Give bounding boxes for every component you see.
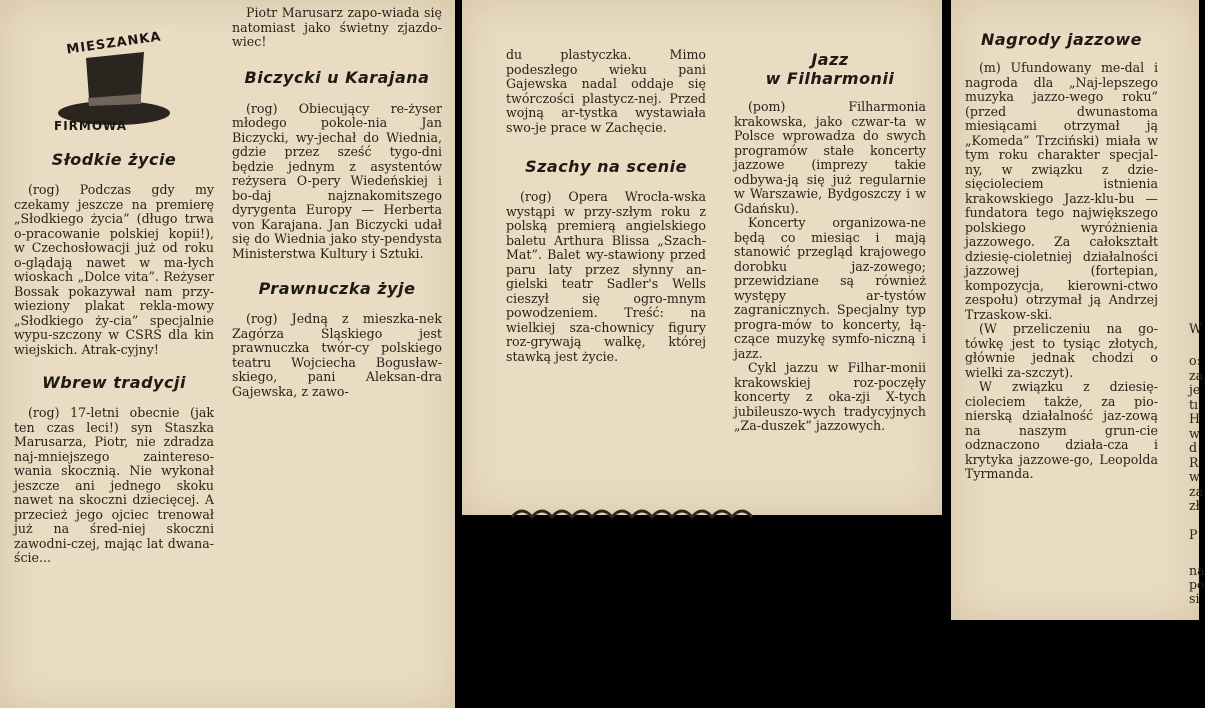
article-paragraph: (W przeliczeniu na go-tówkę jest to tysiąc złotych, głównie jednak chodzi o wielki za-szczyt).: [965, 321, 1158, 380]
edge-letter: w: [1189, 469, 1200, 484]
article-paragraph: (rog) Opera Wrocła-wska wystąpi w przy-szłym roku z polską premierą angielskiego baletu Arthura Blissa „Szach-Mat”. Balet wy-stawiony przed paru laty przez słynny an-gielski teatr Sadler's Wells cieszył się ogro-mnym powodzeniem. Treść: na wielkiej sza-chownicy figury roz-grywają walkę, której stawką jest życie.: [506, 189, 706, 364]
article-paragraph: (rog) Jedną z mieszka-nek Zagórza Śląskiego jest prawnuczka twór-cy polskiego teatru Wojciecha Bogusław-skiego, pani Aleksan-dra Gajewska, z zawo-: [232, 311, 442, 399]
article-paragraph: Piotr Marusarz zapo-wiada się natomiast jako świetny zjazdo-wiec!: [232, 5, 442, 49]
edge-letter: zł: [1189, 498, 1200, 513]
article-title-slodkie-zycie: Słodkie życie: [51, 150, 177, 169]
edge-letter: P: [1189, 527, 1198, 542]
article-title-biczycki: Biczycki u Karajana: [244, 67, 430, 87]
article-title-prawnuczka: Prawnuczka żyje: [258, 279, 416, 298]
logo-top-text: MIESZANKA: [54, 28, 175, 60]
article-paragraph: (pom) Filharmonia krakowska, jako czwar-ta w Polsce wprowadza do swych programów stałe koncerty jazzowe (imprezy takie odbywa-ją się już regularnie w Warszawie, Bydgoszczy i w Gdańsku).: [734, 99, 926, 216]
decorative-wave-border: [512, 505, 752, 519]
edge-letter: W: [1189, 321, 1202, 336]
left-column-1: [14, 150, 214, 566]
edge-letter: o:: [1189, 353, 1201, 368]
article-title-jazz-line2: w Filharmonii: [765, 69, 895, 88]
article-paragraph: (rog) Obiecujący re-żyser młodego pokole-nia Jan Biczycki, wy-jechał do Wiednia, gdzie przez sześć tygo-dni będzie jednym z asystentów reżysera O-pery Wiedeńskiej i bo-daj najznakomitszego dyrygenta Europy — Herberta von Karajana. Jan Biczycki udał się do Wiednia jako sty-pendysta Ministerstwa Kultury i Sztuki.: [232, 100, 442, 261]
article-paragraph-continued: du plastyczka. Mimo podeszłego wieku pani Gajewska nadal oddaje się twórczości plastycz-nej. Przed wojną ar-tystka wystawiała swo-je prace w Zachęcie.: [506, 47, 706, 135]
right-page: [951, 0, 1205, 620]
edge-letter: za: [1189, 368, 1204, 383]
middle-column-1: [506, 48, 706, 364]
article-title-szachy: Szachy na scenie: [525, 157, 687, 176]
article-paragraph: (rog) Podczas gdy my czekamy jeszcze na premierę „Słodkiego życia” (długo trwa o-pracowanie polskiej kopii!), w Czechosłowacji już od roku o-glądają nawet w ma-łych wioskach „Dolce vita”. Reżyser Bossak pokazywał nam przy-wieziony plakat rekla-mowy „Słodkiego ży-cia” specjalnie wypu-szczony w CSRS dla kin wiejskich. Atrak-cyjny!: [14, 182, 214, 357]
edge-letter: za: [1189, 484, 1204, 499]
article-paragraph: (rog) 17-letni obecnie (jak ten czas leci!) syn Staszka Marusarza, Piotr, nie zdradza naj-mniejszego zaintereso-wania skocznią. Nie wykonał jeszcze ani jednego skoku nawet na skoczni dziecięcej. A przecież jego ojciec trenował już na śred-niej skoczni zawodni-czej, mając lat dwana-ście...: [14, 405, 214, 565]
middle-page: [462, 0, 942, 515]
article-paragraph: Cykl jazzu w Filhar-monii krakowskiej roz-poczęły koncerty z oka-zji X-tych jubileuszo-wych tradycyjnych „Za-duszek” jazzowych.: [734, 360, 926, 433]
edge-letter: H: [1189, 411, 1200, 426]
logo-bottom-text: FIRMOWA: [54, 119, 128, 133]
edge-letter: w: [1189, 426, 1200, 441]
edge-letter: si: [1189, 591, 1200, 606]
cropped-next-column: [1189, 186, 1205, 606]
article-paragraph: (m) Ufundowany me-dal i nagroda dla „Naj-lepszego muzyka jazzo-wego roku” (przed dwunastoma miesiącami otrzymał ją „Komeda” Trzciński) miała w tym roku charakter specjal-ny, w związku z dzie-sięcioleciem istnienia krakowskiego Jazz-klu-bu — fundatora tego największego polskiego wyróżnienia jazzowego. Za całokształt dziesię-cioletniej działalności jazzowej (fortepian, kompozycja, kierowni-ctwo zespołu) otrzymał ją Andrzej Trzaskow-ski.: [965, 60, 1158, 322]
left-column-2: [232, 6, 442, 399]
mieszanka-firmowa-logo: [48, 18, 176, 140]
edge-letter: na: [1189, 563, 1205, 578]
edge-letter: tı: [1189, 397, 1199, 412]
right-column-1: [965, 30, 1158, 482]
article-title-jazz-line1: Jazz: [811, 50, 849, 69]
edge-letter: je: [1189, 382, 1201, 397]
article-paragraph: W związku z dziesię-cioleciem także, za pio-nierską działalność jaz-zową na naszym grun-cie odznaczono działa-cza i krytyka jazzowe-go, Leopolda Tyrmanda.: [965, 379, 1158, 481]
article-paragraph: Koncerty organizowa-ne będą co miesiąc i mają stanowić przegląd krajowego dorobku jaz-zowego; przewidziane są również występy ar-tystów zagranicznych. Specjalny typ progra-mów to koncerty, łą-czące muzykę symfo-niczną i jazz.: [734, 215, 926, 361]
edge-letter: R: [1189, 455, 1199, 470]
middle-column-2: [734, 50, 926, 434]
edge-letter: d: [1189, 440, 1198, 455]
article-title-nagrody-jazzowe: Nagrody jazzowe: [980, 30, 1142, 49]
left-page: [0, 0, 455, 708]
edge-letter: pe: [1189, 577, 1205, 592]
article-title-wbrew-tradycji: Wbrew tradycji: [42, 373, 186, 392]
